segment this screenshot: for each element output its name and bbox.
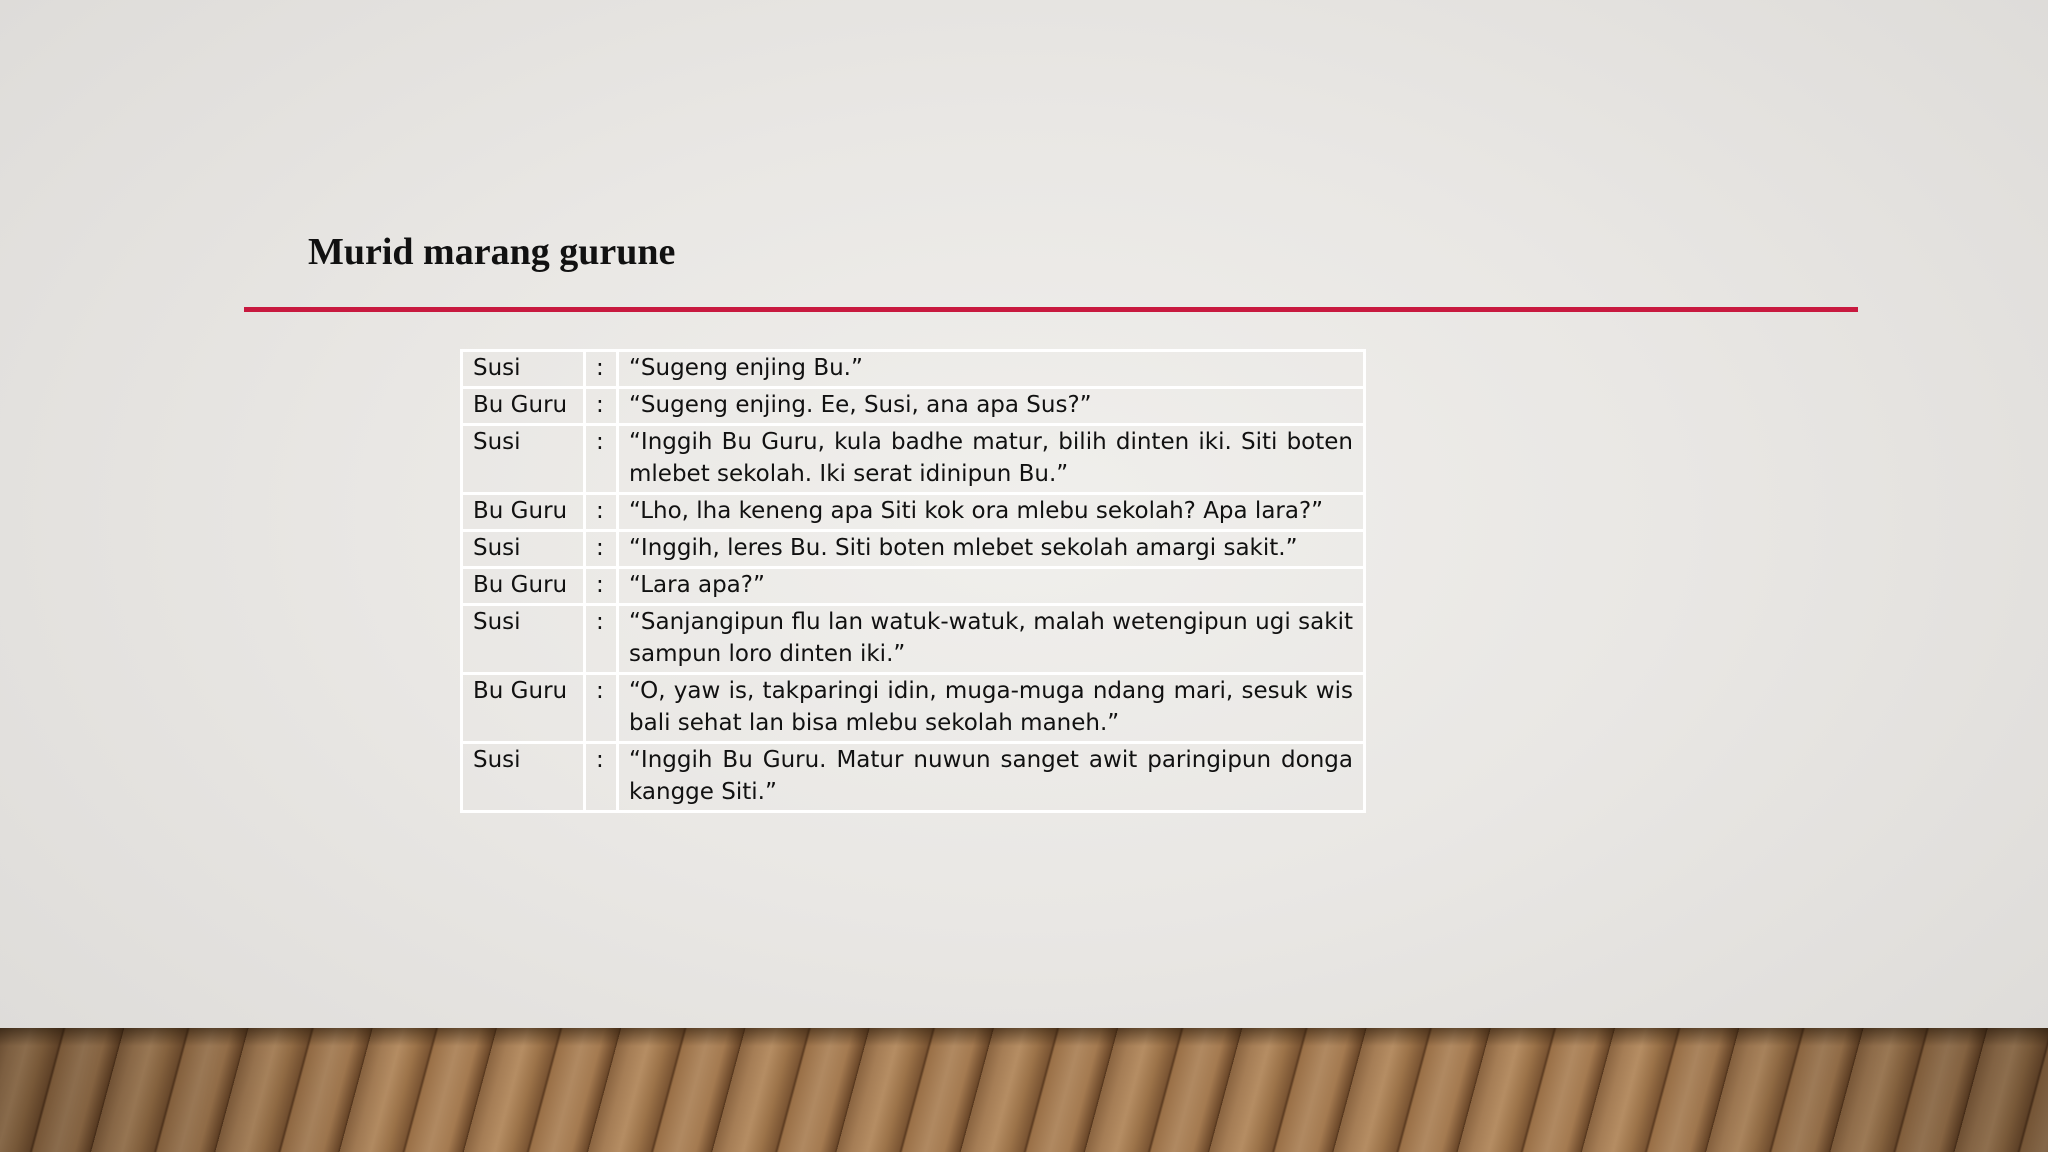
separator-cell: : [585,743,618,812]
separator-cell: : [585,425,618,494]
speaker-cell: Bu Guru [462,674,585,743]
slide-title: Murid marang gurune [308,231,676,273]
dialog-row [462,568,1365,605]
utterance-cell: “Inggih Bu Guru, kula badhe matur, bilih dinten iki. Siti boten mlebet sekolah. Iki serat idinipun Bu.” [618,425,1365,494]
separator-cell: : [585,351,618,388]
speaker-cell: Susi [462,743,585,812]
utterance-cell: “Lara apa?” [618,568,1365,605]
speaker-cell: Susi [462,605,585,674]
dialog-row [462,743,1365,812]
dialog-table [460,349,1366,813]
speaker-cell: Bu Guru [462,494,585,531]
utterance-cell: “Sugeng enjing. Ee, Susi, ana apa Sus?” [618,388,1365,425]
utterance-cell: “Sanjangipun flu lan watuk-watuk, malah wetengipun ugi sakit sampun loro dinten iki.” [618,605,1365,674]
speaker-cell: Susi [462,351,585,388]
separator-cell: : [585,674,618,743]
speaker-cell: Bu Guru [462,388,585,425]
wood-floor-image [0,1028,2048,1152]
dialog-row [462,674,1365,743]
separator-cell: : [585,494,618,531]
utterance-cell: “Inggih, leres Bu. Siti boten mlebet sekolah amargi sakit.” [618,531,1365,568]
title-divider [244,307,1858,312]
dialog-row [462,494,1365,531]
speaker-cell: Bu Guru [462,568,585,605]
dialog-row [462,425,1365,494]
utterance-cell: “Lho, lha keneng apa Siti kok ora mlebu sekolah? Apa lara?” [618,494,1365,531]
separator-cell: : [585,388,618,425]
dialog-row [462,531,1365,568]
dialog-row [462,351,1365,388]
speaker-cell: Susi [462,425,585,494]
separator-cell: : [585,531,618,568]
dialog-row [462,605,1365,674]
separator-cell: : [585,568,618,605]
speaker-cell: Susi [462,531,585,568]
utterance-cell: “Inggih Bu Guru. Matur nuwun sanget awit paringipun donga kangge Siti.” [618,743,1365,812]
separator-cell: : [585,605,618,674]
utterance-cell: “O, yaw is, takparingi idin, muga-muga ndang mari, sesuk wis bali sehat lan bisa mlebu sekolah maneh.” [618,674,1365,743]
utterance-cell: “Sugeng enjing Bu.” [618,351,1365,388]
dialog-row [462,388,1365,425]
